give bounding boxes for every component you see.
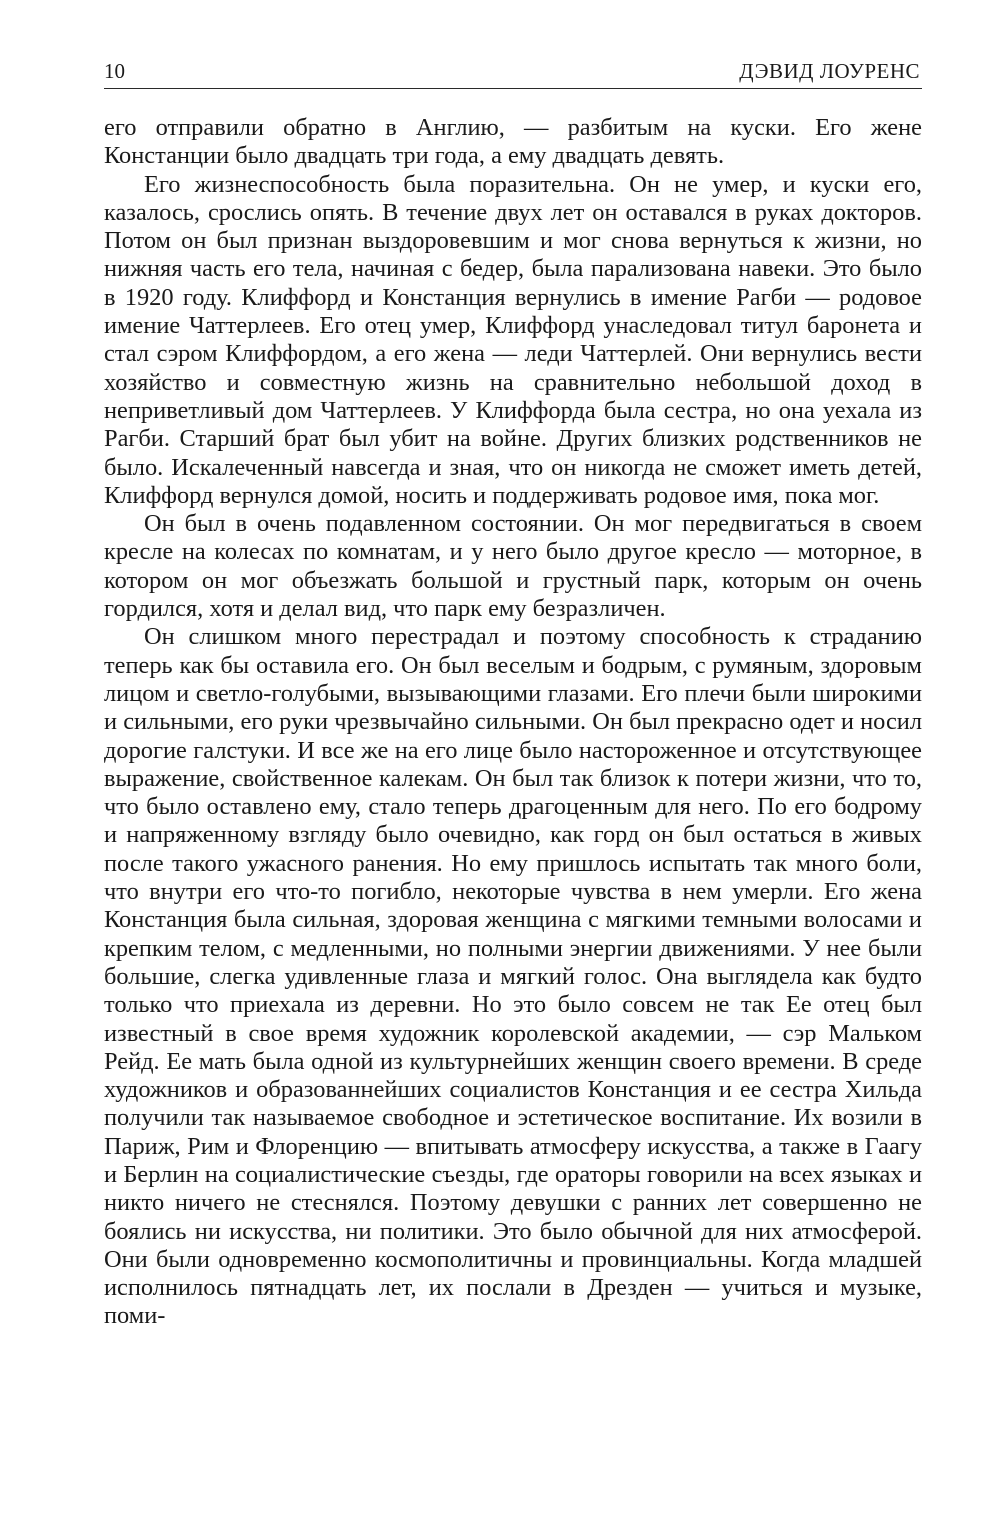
page-number: 10 — [104, 59, 125, 83]
running-title: ДЭВИД ЛОУРЕНС — [739, 59, 920, 83]
running-header — [104, 58, 922, 89]
paragraph-4: Он слишком много перестрадал и поэтому способность к страданию теперь как бы оставила его. Он был веселым и бодрым, с румяным, здоровым лицом и светло-голубыми, вызывающими глазами. Его плечи были широкими и сильными, его руки чрезвычайно сильными. Он был прекрасно одет и носил дорогие галстуки. И все же на его лице было настороженное и отсутствующее выражение, свойственное калекам. Он был так близок к потери жизни, что то, что было оставлено ему, стало теперь драгоценным для него. По его бодрому и напряженному взгляду было очевидно, как горд он был остаться в живых после такого ужасного ранения. Но ему пришлось испытать так много боли, что внутри его что-то погибло, некоторые чувства в нем умерли. Его жена Констанция была сильная, здоровая женщина с мягкими темными волосами и крепким телом, с медленными, но полными энергии движениями. У нее были большие, слегка удивленные глаза и мягкий голос. Она выглядела как будто только что приехала из деревни. Но это было совсем не так Ее отец был известный в свое время художник королевской академии, — сэр Мальком Рейд. Ее мать была одной из культурнейших женщин своего времени. В среде художников и образованнейших социалистов Констанция и ее сестра Хильда получили так называемое свободное и эстетическое воспитание. Их возили в Париж, Рим и Флоренцию — впитывать атмосферу искусства, а также в Гаагу и Берлин на социалистические съезды, где ораторы говорили на всех языках и никто ничего не стеснялся. Поэтому девушки с ранних лет совершенно не боялись ни искусства, ни политики. Это было обычной для них атмосферой. Они были одновременно космополитичны и провинциальны. Когда младшей исполнилось пятнадцать лет, их послали в Дрезден — учиться и музыке, поми- — [104, 623, 922, 1330]
paragraph-2: Его жизнеспособность была поразительна. Он не умер, и куски его, казалось, срослись опять. В течение двух лет он оставался в руках докторов. Потом он был признан выздоровевшим и мог снова вернуться к жизни, но нижняя часть его тела, начиная с бедер, была парализована навеки. Это было в 1920 году. Клиффорд и Констанция вернулись в имение Рагби — родовое имение Чаттерлеев. Его отец умер, Клиффорд унаследовал титул баронета и стал сэром Клиффордом, а его жена — леди Чаттерлей. Они вернулись вести хозяйство и совместную жизнь на сравнительно небольшой доход в неприветливый дом Чаттерлеев. У Клиффорда была сестра, но она уехала из Рагби. Старший брат был убит на войне. Других близких родственников не было. Искалеченный навсегда и зная, что он никогда не сможет иметь детей, Клиффорд вернулся домой, носить и поддерживать родовое имя, пока мог. — [104, 170, 922, 509]
body-text — [104, 114, 922, 1331]
paragraph-1: его отправили обратно в Англию, — разбитым на куски. Его жене Констанции было двадцать три года, а ему двадцать девять. — [104, 114, 922, 170]
paragraph-3: Он был в очень подавленном состоянии. Он мог передвигаться в своем кресле на колесах по комнатам, и у него было другое кресло — моторное, в котором он мог объезжать большой и грустный парк, которым он очень гордился, хотя и делал вид, что парк ему безразличен. — [104, 510, 922, 623]
